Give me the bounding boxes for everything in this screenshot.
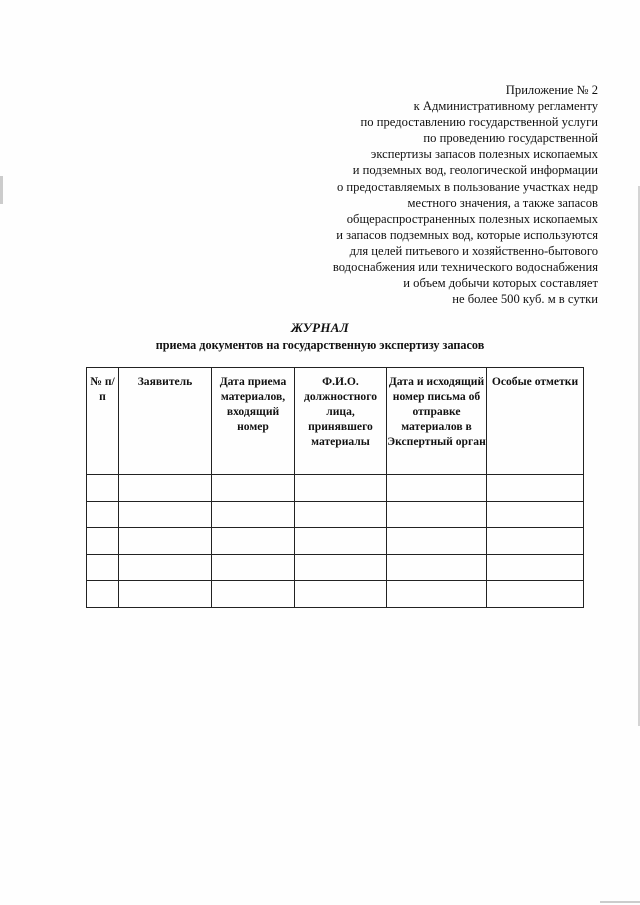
table-cell	[212, 554, 295, 581]
table-cell	[87, 528, 119, 555]
table-cell	[295, 528, 387, 555]
appendix-line: о предоставляемых в пользование участках недр	[336, 179, 598, 194]
appendix-line: и запасов подземных вод, которые используются	[336, 227, 598, 242]
table-cell	[295, 501, 387, 528]
table-row	[87, 528, 584, 555]
journal-title-block	[0, 319, 640, 353]
table-cell	[387, 528, 487, 555]
table-cell	[119, 528, 212, 555]
appendix-line: по предоставлению государственной услуги	[360, 115, 598, 130]
table-row	[87, 501, 584, 528]
table-cell	[212, 581, 295, 608]
appendix-line: водоснабжения или технического водоснабжения	[332, 260, 598, 275]
table-cell	[212, 501, 295, 528]
journal-table-body	[87, 475, 584, 608]
journal-subtitle: приема документов на государственную экспертизу запасов	[155, 338, 485, 352]
table-cell	[119, 581, 212, 608]
appendix-heading	[278, 82, 598, 307]
table-cell	[487, 581, 584, 608]
appendix-line: для целей питьевого и хозяйственно-бытового	[349, 243, 598, 258]
appendix-line: экспертизы запасов полезных ископаемых	[370, 147, 598, 162]
column-header-special-notes: Особые отметки	[487, 368, 584, 475]
table-cell	[387, 501, 487, 528]
table-cell	[87, 501, 119, 528]
table-cell	[487, 475, 584, 502]
table-cell	[119, 554, 212, 581]
table-row	[87, 475, 584, 502]
table-cell	[87, 475, 119, 502]
appendix-line: и объем добычи которых составляет	[403, 276, 598, 291]
table-cell	[487, 528, 584, 555]
table-cell	[87, 581, 119, 608]
column-header-receipt-date: Дата приема материалов, входящий номер	[212, 368, 295, 475]
table-cell	[387, 581, 487, 608]
table-header-row	[87, 368, 584, 475]
appendix-line: к Административному регламенту	[413, 99, 598, 114]
table-row	[87, 554, 584, 581]
table-cell	[387, 475, 487, 502]
column-header-outgoing-letter: Дата и исходящий номер письма об отправке материалов в Экспертный орган	[387, 368, 487, 475]
table-cell	[487, 501, 584, 528]
appendix-line: общераспространенных полезных ископаемых	[346, 211, 598, 226]
appendix-line: Приложение № 2	[505, 83, 598, 97]
table-cell	[119, 475, 212, 502]
table-cell	[119, 501, 212, 528]
table-cell	[487, 554, 584, 581]
journal-title: ЖУРНАЛ	[291, 320, 349, 335]
table-cell	[295, 581, 387, 608]
table-cell	[212, 528, 295, 555]
table-cell	[87, 554, 119, 581]
appendix-line: и подземных вод, геологической информации	[352, 163, 598, 178]
journal-table	[86, 367, 584, 608]
column-header-official-name: Ф.И.О. должностного лица, принявшего материалы	[295, 368, 387, 475]
scan-edge-mark	[0, 176, 3, 204]
table-row	[87, 581, 584, 608]
table-cell	[295, 554, 387, 581]
table-cell	[295, 475, 387, 502]
scan-edge-mark	[600, 901, 640, 903]
appendix-line: местного значения, а также запасов	[407, 195, 598, 210]
appendix-line: не более 500 куб. м в сутки	[452, 292, 598, 307]
column-header-applicant: Заявитель	[119, 368, 212, 475]
table-cell	[212, 475, 295, 502]
appendix-line: по проведению государственной	[423, 131, 598, 146]
column-header-number: № п/п	[87, 368, 119, 475]
table-cell	[387, 554, 487, 581]
